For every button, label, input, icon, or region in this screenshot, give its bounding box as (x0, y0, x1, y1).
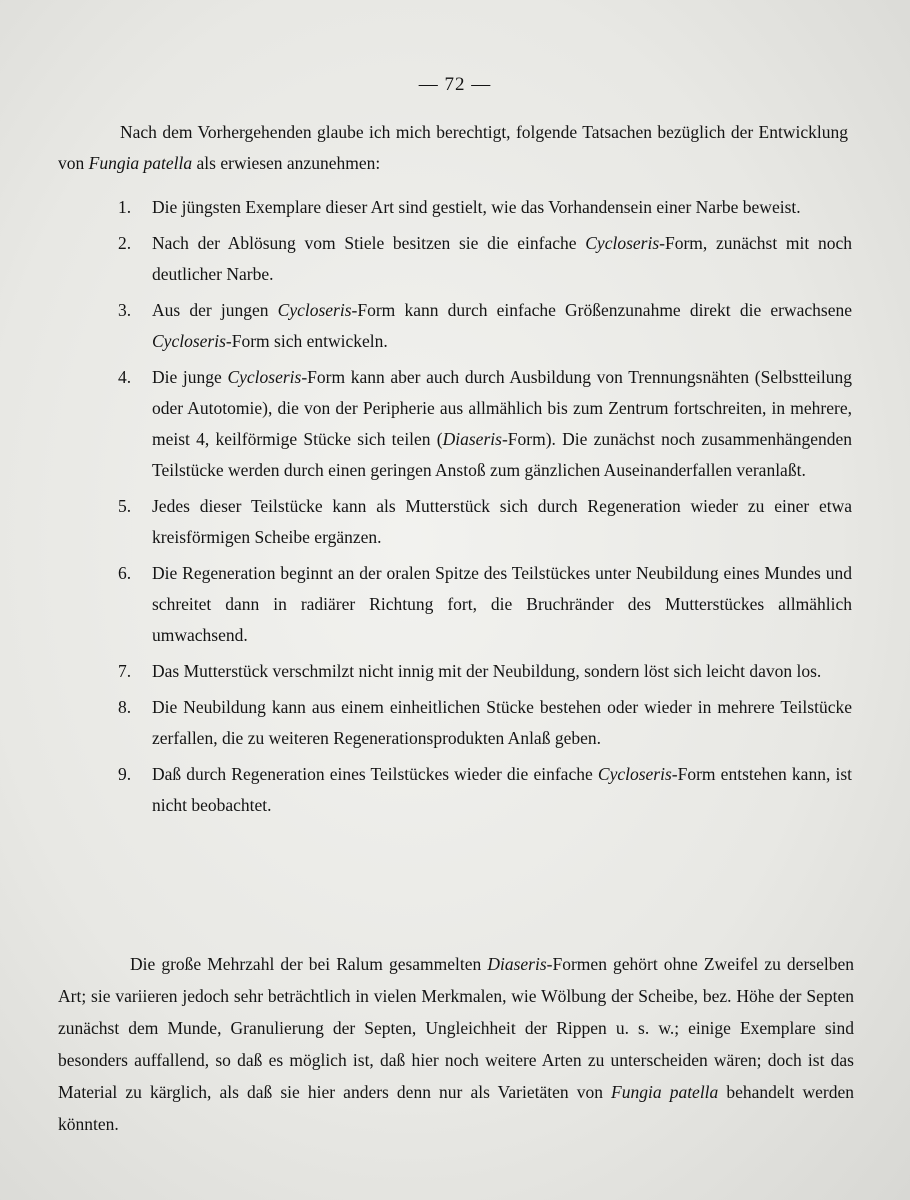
closing-text-3: behandelt werden könnten. (58, 1082, 855, 1134)
taxon-name: Cycloseris (227, 367, 302, 387)
list-item (118, 759, 852, 821)
taxon-name: Cycloseris (277, 300, 352, 320)
list-item-text: Die jüngsten Exemplare dieser Art sind gestielt, wie das Vorhandensein einer Narbe beweist. (152, 197, 801, 217)
list-item-text: Die junge (152, 367, 228, 387)
taxon-name: Diaseris (442, 429, 502, 449)
list-item-number: 8. (118, 697, 132, 717)
taxon-name: Cycloseris (597, 764, 672, 784)
list-item (118, 558, 852, 651)
intro-paragraph (58, 117, 848, 179)
species-name-closing: Fungia patella (611, 1082, 719, 1102)
list-item-text: Das Mutterstück verschmilzt nicht innig mit der Neubildung, sondern löst sich leicht davon los. (152, 661, 822, 681)
list-item (118, 192, 852, 223)
list-item-number: 7. (118, 661, 132, 681)
list-item (118, 656, 852, 687)
closing-paragraph (58, 948, 854, 1140)
list-item-text: -Form entstehen kann, ist nicht beobachtet. (152, 764, 853, 815)
page-number: — 72 — (418, 74, 492, 95)
list-item (118, 295, 852, 357)
list-item (118, 491, 852, 553)
list-item-text: Daß durch Regeneration eines Teilstückes wieder die einfache (152, 764, 598, 784)
list-item-number: 4. (118, 367, 132, 387)
closing-text-1: Die große Mehrzahl der bei Ralum gesammelten (130, 954, 488, 974)
genus-name: Diaseris (487, 954, 547, 974)
list-item-text: Die Neubildung kann aus einem einheitlichen Stücke bestehen oder wieder in mehrere Teilstücke zerfallen, die zu weiteren Regenerationsprodukten Anlaß geben. (152, 697, 852, 748)
taxon-name: Cycloseris (152, 331, 226, 351)
taxon-name: Cycloseris (585, 233, 660, 253)
list-item-number: 3. (118, 300, 132, 320)
list-item-number: 5. (118, 496, 132, 516)
list-item (118, 228, 852, 290)
fact-list (118, 192, 852, 826)
list-item-text: Aus der jungen (152, 300, 278, 320)
intro-text-after: als erwiesen anzunehmen: (192, 153, 381, 173)
list-item-number: 6. (118, 563, 132, 583)
list-item-text: -Form kann durch einfache Größenzunahme direkt die erwachsene (351, 300, 852, 320)
list-item-number: 9. (118, 764, 132, 784)
intro-text-before: Nach dem Vorhergehenden glaube ich mich berechtigt, folgende Tatsachen bezüglich der Entwicklung von (58, 122, 848, 173)
list-item-text: Nach der Ablösung vom Stiele besitzen sie die einfache (152, 233, 586, 253)
list-item-text: Jedes dieser Teilstücke kann als Mutterstück sich durch Regeneration wieder zu einer etwa kreisförmigen Scheibe ergänzen. (152, 496, 852, 547)
list-item (118, 692, 852, 754)
list-item-number: 2. (118, 233, 132, 253)
list-item-text: -Form, zunächst mit noch deutlicher Narbe. (152, 233, 853, 284)
list-item-number: 1. (118, 197, 132, 217)
list-item-text: -Form sich entwickeln. (225, 331, 388, 351)
closing-text-2: -Formen gehört ohne Zweifel zu derselben Art; sie variieren jedoch sehr beträchtlich in vielen Merkmalen, wie Wölbung der Scheibe, bez. Höhe der Septen zunächst dem Munde, Granulierung der Septen, Ungleichheit der Rippen u. s. w.; einige Exemplare sind besonders auffallend, so daß es möglich ist, daß hier noch weitere Arten zu unterscheiden wären; doch ist das Material zu kärglich, als daß sie hier anders denn nur als Varietäten von (58, 954, 854, 1102)
list-item-text: -Form kann aber auch durch Ausbildung von Trennungsnähten (Selbstteilung oder Autotomie), die von der Peripherie aus allmählich bis zum Zentrum fortschreiten, in mehrere, meist 4, keilförmige Stücke sich teilen ( (152, 367, 852, 449)
species-name: Fungia patella (88, 153, 193, 173)
list-item-text: Die Regeneration beginnt an der oralen Spitze des Teilstückes unter Neubildung eines Mundes und schreitet dann in radiärer Richtung fort, die Bruchränder des Mutterstückes allmählich umwachsend. (152, 563, 852, 645)
list-item (118, 362, 852, 486)
list-item-text: -Form). Die zunächst noch zusammenhängenden Teilstücke werden durch einen geringen Anstoß zum gänzlichen Auseinanderfallen veranlaßt. (152, 429, 852, 480)
